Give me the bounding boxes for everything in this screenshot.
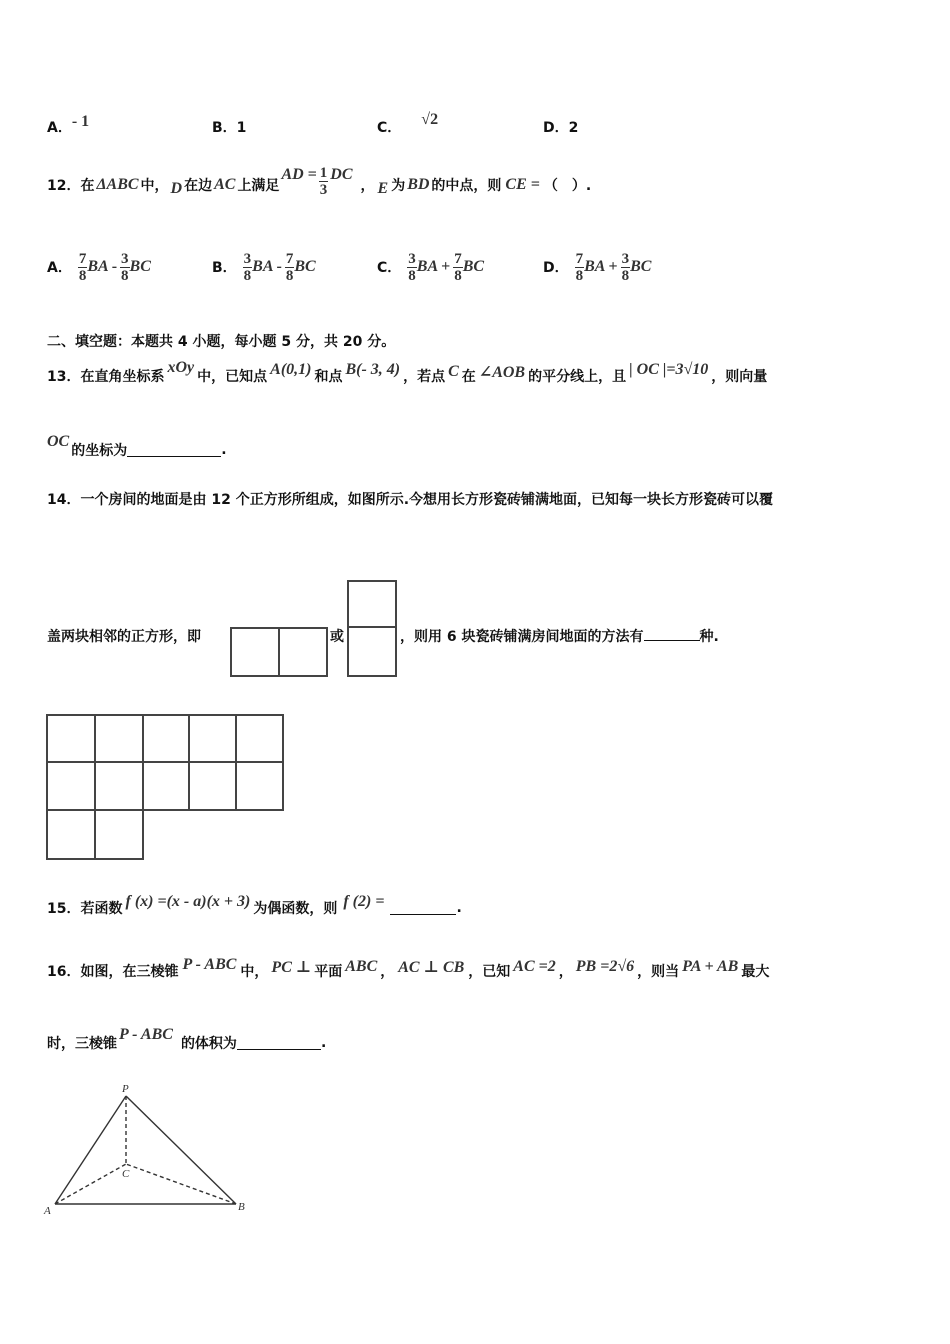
q13-stem: 13．在直角坐标系 xOy 中，已知点 A(0,1) 和点 B(- 3, 4) ，若点 C 在 ∠AOB 的平分线上，且 | OC |=3√10 ，则向量 (47, 359, 768, 385)
q14-stem-line1: 14．一个房间的地面是由 12 个正方形所组成，如图所示.今想用长方形瓷砖铺满地面，已知每一块长方形瓷砖可以覆 (47, 492, 774, 508)
horizontal-tile-figure (230, 627, 328, 677)
q16-stem: 16．如图，在三棱锥 P - ABC 中， PC ⊥ 平面 ABC ， AC ⊥ CB ，已知 AC =2 ， PB =2√6 ，则当 PA + AB 最大 (47, 956, 770, 980)
label-p: P (122, 1083, 129, 1095)
edge-pa (55, 1096, 126, 1204)
q14-stem-line2a: 盖两块相邻的正方形，即 (47, 629, 201, 645)
edge-ac (55, 1164, 126, 1204)
label-c: C (122, 1168, 130, 1180)
q14-answer-blank[interactable] (644, 628, 700, 641)
q12-option-d: D． $\frac{7}{8}$ BA + $\frac{3}{8}$ BC (543, 250, 652, 284)
q14-or: 或 (330, 629, 344, 645)
q11-option-b: B．1 (212, 120, 247, 136)
label-a: A (44, 1205, 51, 1217)
q12-stem: 12．在 ΔABC 中， D 在边 AC 上满足 AD = $\frac{1}{3}$ DC ， E 为 BD 的中点，则 CE = （ ）. (47, 164, 592, 198)
q11-option-c: C． √2 (377, 111, 439, 136)
q15-stem: 15．若函数 f (x) =(x - a)(x + 3) 为偶函数，则 f (2) = . (47, 893, 462, 917)
room-floor-grid (46, 714, 286, 862)
q15-answer-blank[interactable] (390, 902, 456, 915)
q16-answer-blank[interactable] (237, 1037, 321, 1050)
q14-stem-line2b: ，则用 6 块瓷砖铺满房间地面的方法有 种. (400, 629, 719, 645)
q11-option-d: D．2 (543, 120, 579, 136)
vertical-tile-figure (347, 580, 397, 677)
q13-answer-blank[interactable] (127, 444, 221, 457)
q12-option-a: A． $\frac{7}{8}$ BA - $\frac{3}{8}$ BC (47, 250, 151, 284)
edge-bc (126, 1164, 236, 1204)
edge-pb (126, 1096, 236, 1204)
q11-option-a: A．- 1 (47, 113, 90, 136)
q12-option-c: C． $\frac{3}{8}$ BA + $\frac{7}{8}$ BC (377, 250, 485, 284)
pyramid-figure (40, 1080, 260, 1220)
label-b: B (238, 1201, 245, 1213)
q16-answer-line: 时，三棱锥 P - ABC 的体积为 . (47, 1026, 327, 1052)
q12-option-b: B． $\frac{3}{8}$ BA - $\frac{7}{8}$ BC (212, 250, 316, 284)
q13-answer-line: OC 的坐标为 . (47, 433, 227, 459)
section-heading: 二、填空题：本题共 4 小题，每小题 5 分，共 20 分。 (47, 334, 396, 350)
